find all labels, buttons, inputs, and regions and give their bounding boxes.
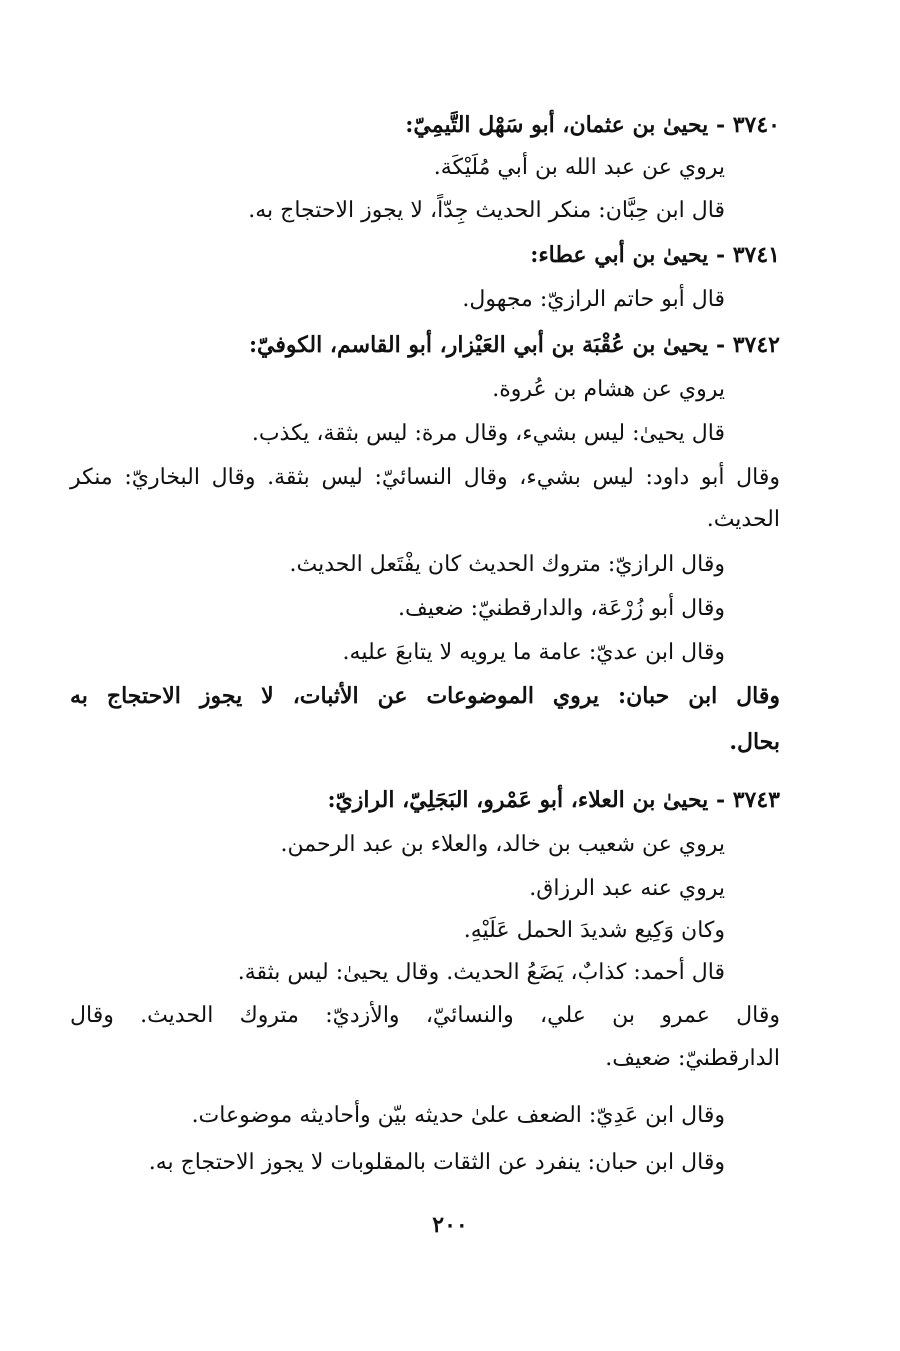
- text-line: يروي عن هشام بن عُروة.: [492, 377, 725, 402]
- text-line: وقال الرازيّ: متروك الحديث كان يفْتَعل الحديث.: [289, 552, 725, 577]
- entry-heading-3741: ٣٧٤١ - يحيىٰ بن أبي عطاء:: [530, 242, 780, 268]
- text-line: وقال ابن حبان: ينفرد عن الثقات بالمقلوبات لا يجوز الاحتجاج به.: [148, 1150, 725, 1175]
- text-line: يروي عنه عبد الرزاق.: [529, 876, 725, 901]
- text-line: بحال.: [729, 729, 780, 755]
- text-line: الحديث.: [706, 507, 780, 532]
- text-line: يروي عن شعيب بن خالد، والعلاء بن عبد الرحمن.: [280, 832, 725, 857]
- entry-heading-3740: ٣٧٤٠ - يحيىٰ بن عثمان، أبو سَهْل التَّيمِيّ:: [405, 112, 780, 138]
- text-line: قال أبو حاتم الرازيّ: مجهول.: [462, 287, 725, 312]
- text-line: وقال أبو داود: ليس بشيء، وقال النسائيّ: ليس بثقة. وقال البخاريّ: منكر: [70, 465, 780, 490]
- text-line: وقال أبو زُرْعَة، والدارقطنيّ: ضعيف.: [397, 596, 725, 621]
- text-line: قال ابن حِبَّان: منكر الحديث جِدّاً، لا يجوز الاحتجاج به.: [248, 198, 725, 223]
- text-line: وقال ابن عديّ: عامة ما يرويه لا يتابعَ عليه.: [342, 640, 725, 665]
- text-line: وقال عمرو بن علي، والنسائيّ، والأزديّ: متروك الحديث. وقال: [70, 1003, 780, 1028]
- entry-heading-3742: ٣٧٤٢ - يحيىٰ بن عُقْبَة بن أبي العَيْزار، أبو القاسم، الكوفيّ:: [248, 332, 780, 358]
- entry-heading-3743: ٣٧٤٣ - يحيىٰ بن العلاء، أبو عَمْرو، البَجَلِيّ، الرازيّ:: [327, 787, 780, 813]
- text-line: وقال ابن عَدِيّ: الضعف علىٰ حديثه بيّن وأحاديثه موضوعات.: [191, 1103, 725, 1128]
- text-line: قال أحمد: كذابٌ، يَضَعُ الحديث. وقال يحيىٰ: ليس بثقة.: [237, 960, 725, 985]
- text-line: وكان وَكِيع شديدَ الحمل عَلَيْهِ.: [463, 918, 725, 943]
- text-line: يروي عن عبد الله بن أبي مُلَيْكَة.: [433, 155, 725, 180]
- text-line: قال يحيىٰ: ليس بشيء، وقال مرة: ليس بثقة، يكذب.: [251, 421, 725, 446]
- text-line: الدارقطنيّ: ضعيف.: [605, 1046, 780, 1071]
- page-number: ٢٠٠: [432, 1212, 468, 1238]
- text-line: وقال ابن حبان: يروي الموضوعات عن الأثبات، لا يجوز الاحتجاج به: [70, 683, 780, 709]
